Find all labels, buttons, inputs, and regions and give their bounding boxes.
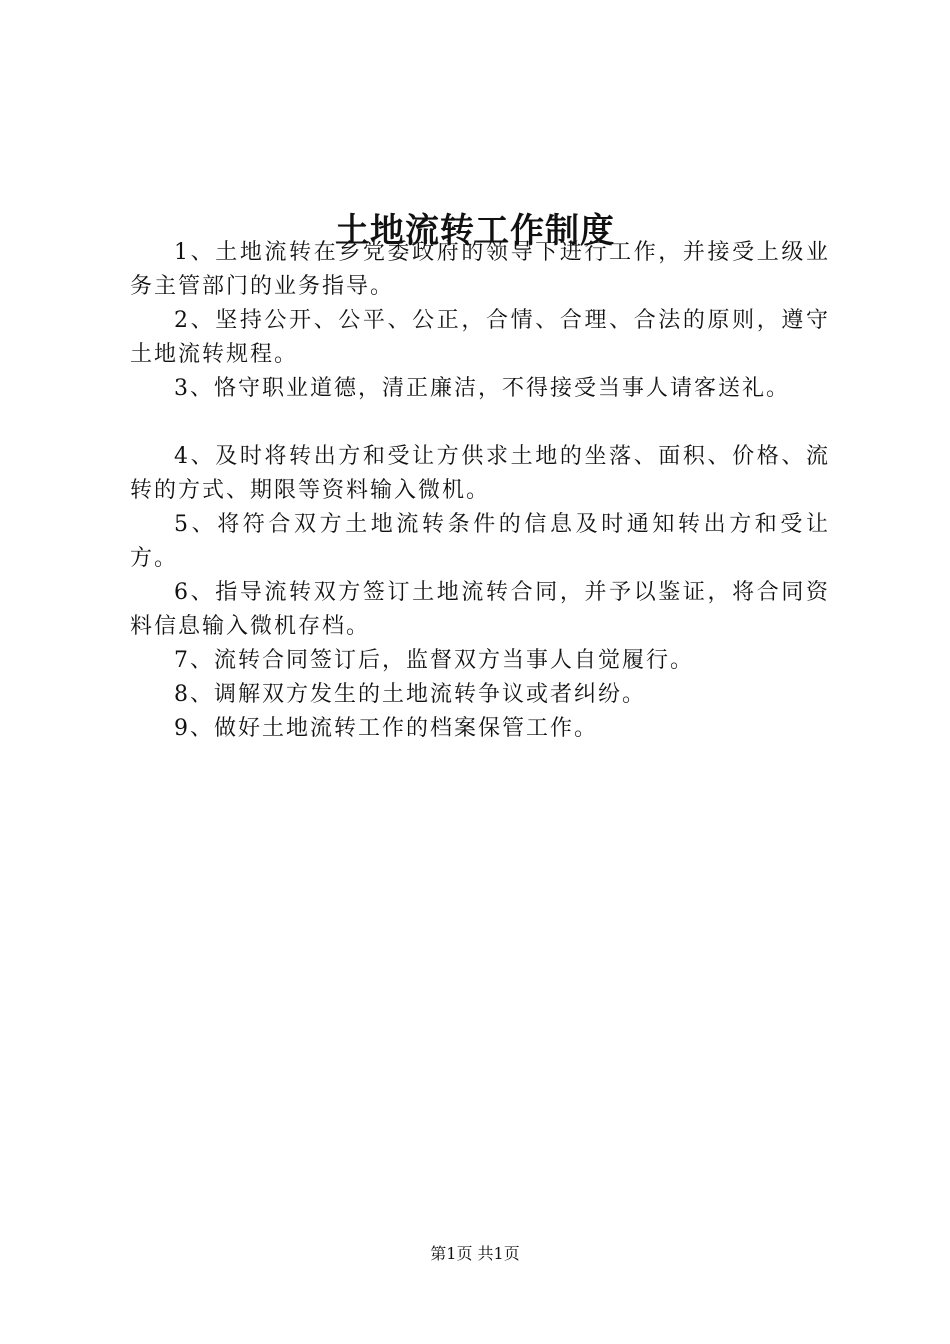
document-title: 土地流转工作制度 [335, 210, 615, 251]
page-footer: 第1页 共1页 [430, 1244, 520, 1263]
paragraph-7: 7、流转合同签订后，监督双方当事人自觉履行。 [174, 648, 694, 673]
paragraph-6: 6、指导流转双方签订土地流转合同，并予以鉴证，将合同资料信息输入微机存档。 [130, 580, 830, 639]
paragraph-4: 4、及时将转出方和受让方供求土地的坐落、面积、价格、流转的方式、期限等资料输入微机。 [130, 444, 830, 503]
paragraph-2: 2、坚持公开、公平、公正，合情、合理、合法的原则，遵守土地流转规程。 [130, 308, 830, 367]
paragraph-9: 9、做好土地流转工作的档案保管工作。 [174, 716, 598, 741]
paragraph-3: 3、恪守职业道德，清正廉洁，不得接受当事人请客送礼。 [174, 376, 790, 401]
paragraph-1: 1、土地流转在乡党委政府的领导下进行工作，并接受上级业务主管部门的业务指导。 [130, 240, 830, 299]
document-body [130, 236, 830, 746]
paragraph-5: 5、将符合双方土地流转条件的信息及时通知转出方和受让方。 [130, 512, 830, 571]
paragraph-8: 8、调解双方发生的土地流转争议或者纠纷。 [174, 682, 646, 707]
